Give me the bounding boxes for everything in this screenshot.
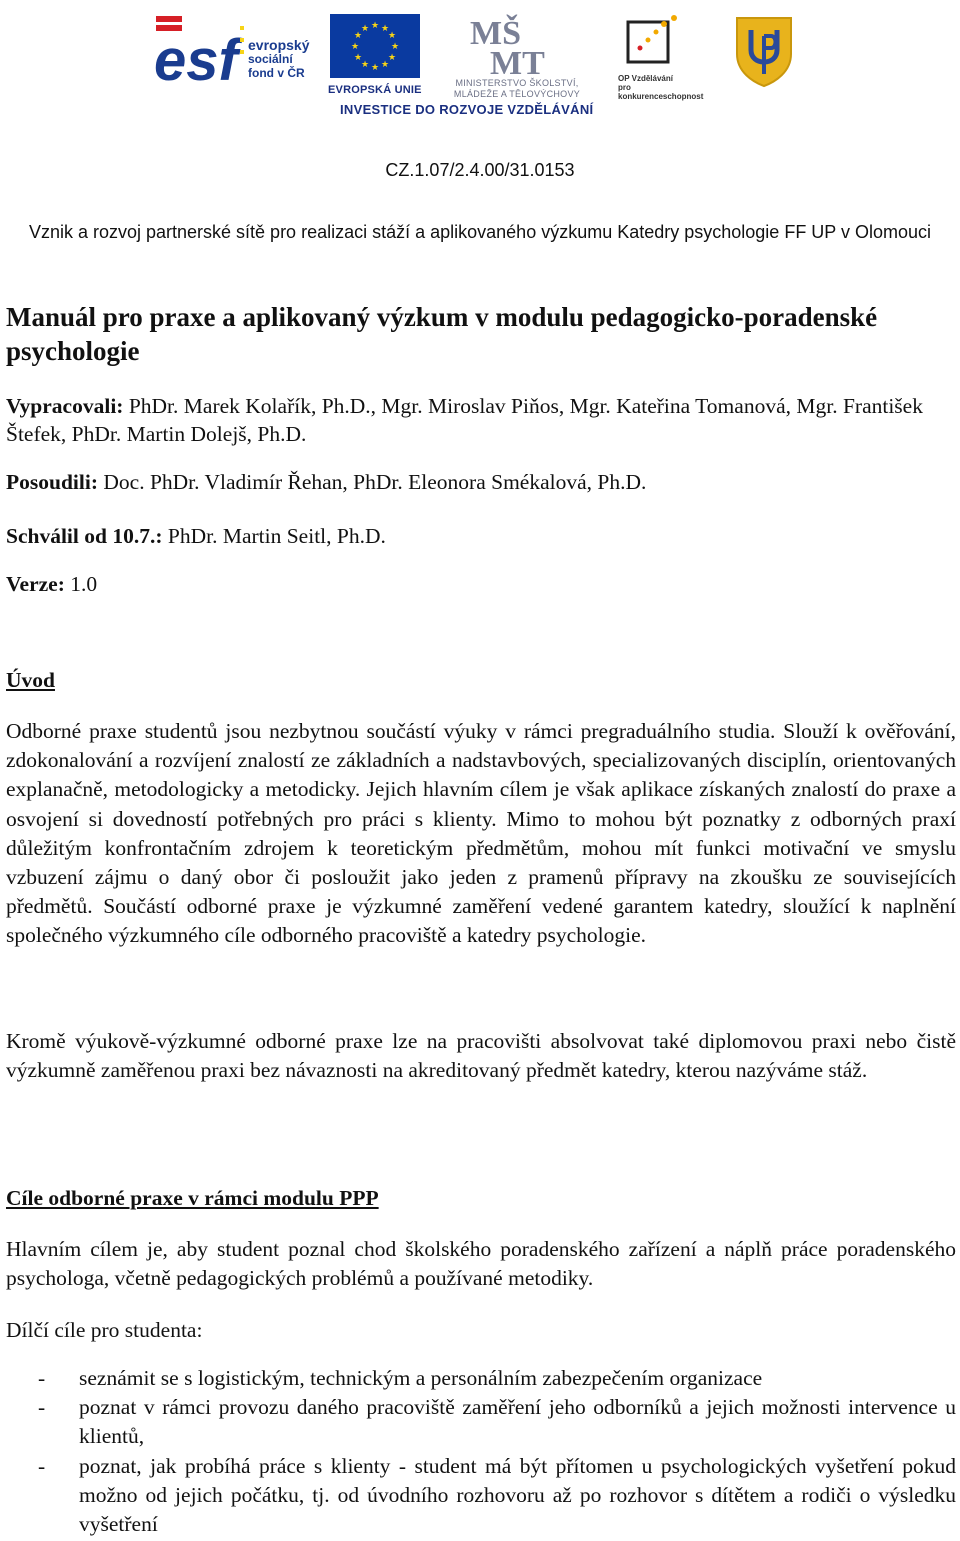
- authors-label: Vypracovali:: [6, 394, 124, 418]
- svg-text:MT: MT: [490, 45, 545, 78]
- op-vk-caption: [618, 74, 718, 101]
- svg-text:esf: esf: [154, 28, 238, 90]
- version-label: Verze:: [6, 572, 65, 596]
- approved-label: Schválil od 10.7.:: [6, 524, 163, 548]
- goals-subheading: Dílčí cíle pro studenta:: [6, 1318, 203, 1342]
- list-item: [6, 1393, 956, 1451]
- svg-text:★: ★: [370, 21, 380, 31]
- svg-text:★: ★: [360, 24, 370, 34]
- goals-heading: Cíle odborné praxe v rámci modulu PPP: [6, 1186, 379, 1210]
- project-code: CZ.1.07/2.4.00/31.0153: [385, 160, 575, 180]
- logo-banner: [150, 8, 810, 120]
- eu-flag-logo: [330, 14, 420, 78]
- esf-line-1: evropský: [248, 37, 310, 53]
- reviewers-value: Doc. PhDr. Vladimír Řehan, PhDr. Eleonora Smékalová, Ph.D.: [103, 470, 647, 494]
- op-vk-logo: [620, 14, 690, 76]
- version-value: 1.0: [70, 572, 98, 596]
- svg-text:★: ★: [353, 53, 363, 63]
- svg-text:★: ★: [360, 60, 370, 70]
- list-bullet: -: [38, 1366, 46, 1390]
- svg-text:★: ★: [353, 31, 363, 41]
- authors-value: PhDr. Marek Kolařík, Ph.D., Mgr. Miroslav Piňos, Mgr. Kateřina Tomanová, Mgr. František Štefek, PhDr. Martin Dolejš, Ph.D.: [6, 394, 923, 446]
- op-caption-line-2: pro konkurenceschopnost: [618, 83, 704, 101]
- intro-paragraph-1: Odborné praxe studentů jsou nezbytnou součástí výuky v rámci pregraduálního studia. Slouží k ověřování, zdokonalování a rozvíjení znalostí ze základních a nadstavbových, specializovaných disciplín, orientovaných explanačně, metodologicky a metodicky. Jejich hlavním cílem je však aplikace získaných znalostí do praxe a osvojení si dovedností potřebných pro práci s klienty. Mimo to mohou být poznatky z odborných praxí důležitým konfrontačním zdrojem k teoretickým předmětům, mohou mít funkci motivační ve smyslu vzbuzení zájmu o daný obor či posloužit jako jeden z pramenů přípravy na zkoušku ze souvisejících předmětů. Součástí odborné praxe je výzkumné zaměření vedené garantem katedry, sloužící k naplnění společného výzkumného cíle odborného pracoviště a katedry psychologie.: [6, 719, 956, 948]
- list-item: [6, 1452, 956, 1540]
- esf-line-2: sociální: [248, 52, 293, 66]
- msmt-logo: [468, 12, 560, 78]
- svg-text:★: ★: [380, 24, 390, 34]
- esf-logo-text: [248, 38, 323, 80]
- svg-text:★: ★: [390, 42, 400, 52]
- op-caption-line-1: OP Vzdělávání: [618, 74, 673, 83]
- reviewers-label: Posoudili:: [6, 470, 98, 494]
- svg-text:★: ★: [370, 63, 380, 73]
- investice-slogan: INVESTICE DO ROZVOJE VZDĚLÁVÁNÍ: [340, 102, 594, 117]
- goals-list: [6, 1364, 956, 1539]
- msmt-caption-line-1: MINISTERSTVO ŠKOLSTVÍ,: [455, 78, 579, 88]
- svg-text:★: ★: [387, 53, 397, 63]
- approved-line: [6, 522, 956, 550]
- esf-logo: [154, 10, 254, 90]
- svg-text:★: ★: [387, 31, 397, 41]
- approved-value: PhDr. Martin Seitl, Ph.D.: [167, 524, 386, 548]
- esf-line-3: fond v ČR: [248, 66, 305, 80]
- list-bullet: -: [38, 1395, 46, 1420]
- authors-line: [6, 392, 956, 448]
- list-item-text: poznat, jak probíhá práce s klienty - student má být přítomen u psychologických vyšetření pokud možno od jejich počátku, tj. od úvodního rozhovoru až po rozhovor s dítětem a rodiči o výsledku vyšetření: [79, 1453, 956, 1537]
- msmt-caption: [432, 78, 602, 100]
- list-item-text: seznámit se s logistickým, technickým a personálním zabezpečením organizace: [79, 1366, 763, 1390]
- svg-text:MŠ: MŠ: [470, 15, 521, 52]
- list-bullet: -: [38, 1453, 46, 1478]
- list-item: [6, 1364, 956, 1393]
- project-name: Vznik a rozvoj partnerské sítě pro realizaci stáží a aplikovaného výzkumu Katedry psychologie FF UP v Olomouci: [28, 222, 932, 242]
- intro-paragraph-2: Kromě výukově-výzkumné odborné praxe lze na pracovišti absolvovat také diplomovou praxi nebo čistě výzkumně zaměřenou praxi bez návaznosti na akreditovaný předmět katedry, kterou nazýváme stáž.: [6, 1029, 956, 1083]
- list-item-text: poznat v rámci provozu daného pracoviště zaměření jeho odborníků a jejich možnosti intervence u klientů,: [79, 1395, 956, 1449]
- document-title: Manuál pro praxe a aplikovaný výzkum v modulu pedagogicko-poradenské psychologie: [6, 302, 878, 366]
- up-shield-logo: [735, 14, 793, 88]
- eu-caption: EVROPSKÁ UNIE: [328, 84, 422, 96]
- goals-paragraph: Hlavním cílem je, aby student poznal chod školského poradenského zařízení a náplň práce poradenského psychologa, včetně pedagogických problémů a používané metodiky.: [6, 1237, 956, 1291]
- msmt-caption-line-2: MLÁDEŽE A TĚLOVÝCHOVY: [453, 89, 581, 99]
- svg-text:★: ★: [380, 60, 390, 70]
- reviewers-line: [6, 468, 956, 496]
- svg-text:★: ★: [350, 42, 360, 52]
- intro-heading: Úvod: [6, 668, 55, 692]
- version-line: [6, 570, 956, 598]
